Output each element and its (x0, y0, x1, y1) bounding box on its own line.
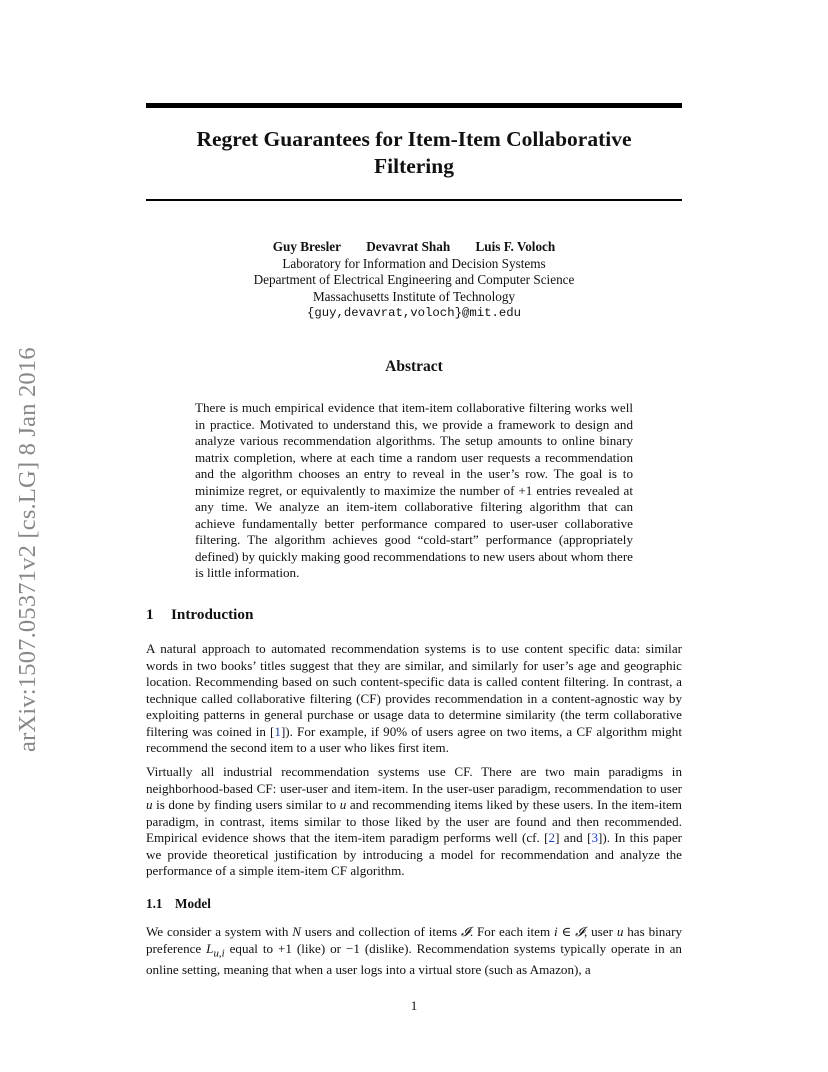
math-user-u: u (339, 797, 347, 812)
math-l: L (206, 940, 214, 956)
section-title: Introduction (171, 606, 254, 623)
citation-link[interactable]: 1 (274, 723, 281, 739)
model-paragraph: We consider a system with N users and collection of items 𝓘. For each item i ∈ 𝓘, user u has binary preference $L_{u,i}$ equal to +1 (like) or −1 (dislike). Recommendation systems typically operate in an online setting, meaning that when a user logs into a virtual store (such as Amazon), a (146, 924, 683, 977)
title-line-1: Regret Guarantees for Item-Item Collaborative (196, 127, 632, 151)
author-name: Luis F. Voloch (475, 239, 556, 254)
citation-link[interactable]: 2 (548, 830, 556, 845)
top-rule (146, 103, 682, 108)
subsection-title: Model (175, 896, 211, 911)
math-l-subscript: u,i (213, 947, 225, 960)
math-minus-one: −1 (345, 940, 360, 956)
citation-link[interactable]: 3 (591, 830, 598, 845)
author-name: Devavrat Shah (366, 239, 451, 254)
abstract-body: There is much empirical evidence that item-item collaborative filtering works well in practice. Motivated to understand this, we provide a framework to design and analyze various recommendation algorithms. The setup amounts to online binary matrix completion, where at each time a random user requests a recommendation and the algorithm chooses an entry to reveal in the user’s row. The goal is to minimize regret, or equivalently to maximize the number of +1 entries revealed at any time. We analyze an item-item collaborative filtering algorithm that can achieve fundamentally better performance compared to user-user collaborative filtering. The algorithm achieves good “cold-start” performance (appropriately defined) by quickly making good recommendations to new users about whom there is little information. (195, 400, 633, 580)
math-n: N (292, 924, 302, 939)
math-user-u: u (616, 924, 624, 939)
author-name: Guy Bresler (272, 239, 341, 254)
page-number: 1 (410, 998, 418, 1013)
math-item-set: 𝓘 (460, 924, 470, 939)
section-number: 1 (146, 606, 154, 623)
math-plus-one: +1 (518, 482, 533, 498)
intro-paragraph-2: Virtually all industrial recommendation systems use CF. There are two main paradigms in neighborhood-based CF: user-user and item-item. In the user-user paradigm, recommendation to user u is done by finding users similar to u and recommending items liked by these users. In the item-item paradigm, in contrast, items similar to those liked by the user are found and then recommended. Empirical evidence shows that the item-item paradigm performs well (cf. [2] and [3]). In this paper we provide theoretical justification by introducing a model for recommendation and analyze the performance of a simple item-item CF algorithm. (146, 764, 682, 878)
math-i: i (554, 924, 558, 939)
intro-paragraph-1: A natural approach to automated recommendation systems is to use content specific data: similar words in two books’ titles suggest that they are similar, and similarly for user’s age and geographic location. Recommending based on such content-specific data is called content filtering. In contrast, a technique called collaborative filtering (CF) provides recommendation in a content-agnostic way by exploiting patterns in general purchase or usage data to determine similarity (the term collaborative filtering was coined in [1]). For example, if 90% of users agree on two items, a CF algorithm might recommend the second item to a user who likes first item. (146, 641, 682, 755)
paper-title (146, 126, 682, 180)
arxiv-identifier: arXiv:1507.05371v2 [cs.LG] 8 Jan 2016 (14, 347, 41, 752)
title-line-2: Filtering (373, 154, 454, 178)
affiliation-institute: Massachusetts Institute of Technology (312, 288, 516, 304)
author-names (146, 239, 682, 256)
math-plus-one: +1 (277, 940, 292, 956)
affiliation-lab: Laboratory for Information and Decision Systems (282, 255, 546, 271)
math-percentage: 90% (383, 723, 408, 739)
author-email: {guy,devavrat,voloch}@mit.edu (306, 306, 521, 321)
subsection-number: 1.1 (146, 896, 163, 911)
bottom-rule (146, 199, 682, 201)
author-block (146, 239, 682, 322)
abstract-heading: Abstract (385, 358, 443, 375)
subsection-heading-model (146, 896, 682, 912)
math-user-u: u (146, 797, 153, 812)
math-item-set: 𝓘 (575, 924, 584, 939)
section-heading-introduction (146, 606, 682, 624)
affiliation-department: Department of Electrical Engineering and Computer Science (253, 272, 575, 288)
